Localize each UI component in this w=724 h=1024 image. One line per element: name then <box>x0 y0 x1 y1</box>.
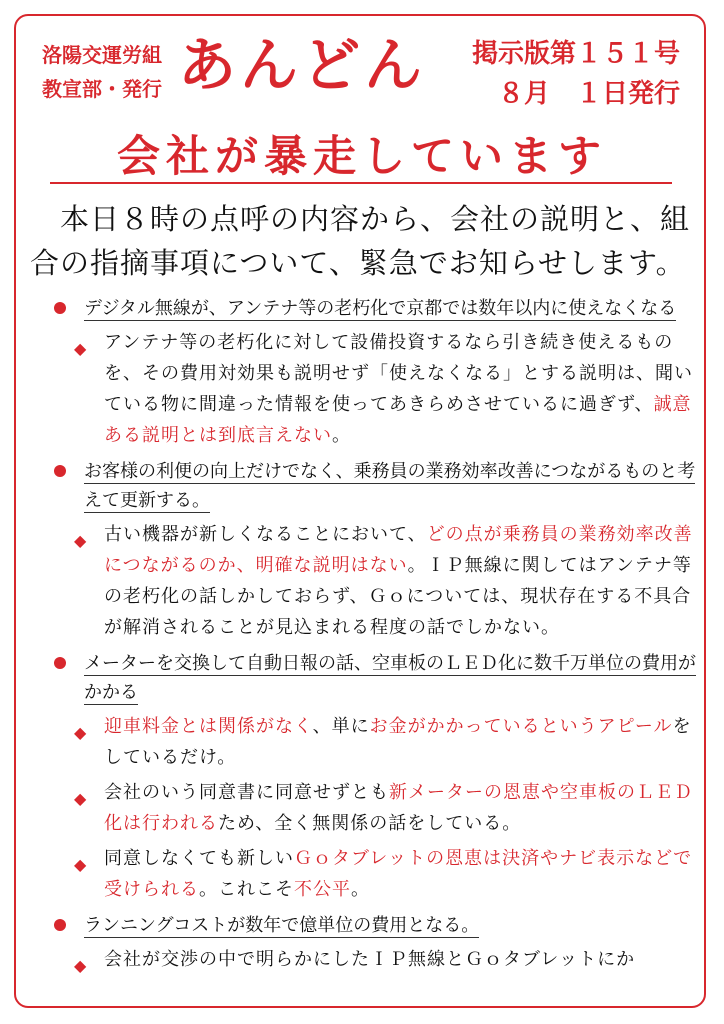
point-item <box>48 649 698 707</box>
rebuttal-item: ◆ 古い機器が新しくなることにおいて、どの点が乗務員の業務効率改善につながるのか、明確な説明はない。ＩＰ無線に関してはアンテナ等の老朽化の話しかしておらず、Ｇｏについては、現状存在する不具合が解消されることが見込まれる程度の話でしかない。 <box>74 524 693 638</box>
rebuttal-item: ◆ 同意しなくても新しいＧｏタブレットの恩恵は決済やナビ表示などで受けられる。これこそ不公平。 <box>74 848 693 900</box>
diamond-icon: ◆ <box>74 531 88 550</box>
department-name: 教宣部・発行 <box>42 77 162 101</box>
diamond-icon: ◆ <box>74 855 88 874</box>
point-item <box>48 457 698 515</box>
issue-number: 掲示版第１５１号 <box>471 39 680 69</box>
issue-date: ８月 １日発行 <box>497 79 680 109</box>
point-text: デジタル無線が、アンテナ等の老朽化で京都では数年以内に使えなくなる <box>84 298 677 319</box>
point-item <box>48 911 698 940</box>
rebuttal-item: ◆ 会社が交渉の中で明らかにしたＩＰ無線とＧｏタブレットにか <box>48 944 698 975</box>
issue-info <box>472 34 680 114</box>
publisher-block <box>42 38 162 106</box>
diamond-icon: ◆ <box>74 339 88 358</box>
lead-paragraph: 本日８時の点呼の内容から、会社の説明と、組合の指摘事項について、緊急でお知らせします。 <box>30 202 691 280</box>
bullet-dot-icon <box>54 657 66 669</box>
rebuttal-item: ◆ アンテナ等の老朽化に対して設備投資するなら引き続き使えるものを、その費用対効果も説明せず「使えなくなる」とする説明は、聞いている物に間違った情報を使ってあきらめさせているに過ぎず、誠意ある説明とは到底言えない。 <box>74 332 693 446</box>
point-text: メーターを交換して自動日報の話、空車板のＬＥＤ化に数千万単位の費用がかかる <box>84 653 696 703</box>
bullet-dot-icon <box>54 302 66 314</box>
newsletter-title: あんどん <box>178 31 427 99</box>
bullet-dot-icon <box>54 919 66 931</box>
point-text: ランニングコストが数年で億単位の費用となる。 <box>84 915 480 936</box>
diamond-icon: ◆ <box>74 956 88 975</box>
diamond-icon: ◆ <box>74 723 88 742</box>
diamond-icon: ◆ <box>74 789 88 808</box>
headline-underline <box>50 182 672 184</box>
point-text: お客様の利便の向上だけでなく、乗務員の業務効率改善につながるものと考えて更新する。 <box>84 461 696 511</box>
rebuttal-item: ◆ 会社のいう同意書に同意せずとも新メーターの恩恵や空車板のＬＥＤ化は行われるため、全く無関係の話をしている。 <box>74 782 693 834</box>
org-name: 洛陽交運労組 <box>42 43 162 67</box>
bullet-dot-icon <box>54 465 66 477</box>
rebuttal-item: ◆ 迎車料金とは関係がなく、単にお金がかかっているというアピールをしているだけ。 <box>74 716 692 768</box>
points-list <box>48 288 698 975</box>
point-item <box>48 294 698 323</box>
headline: 会社が暴走しています <box>117 132 607 182</box>
